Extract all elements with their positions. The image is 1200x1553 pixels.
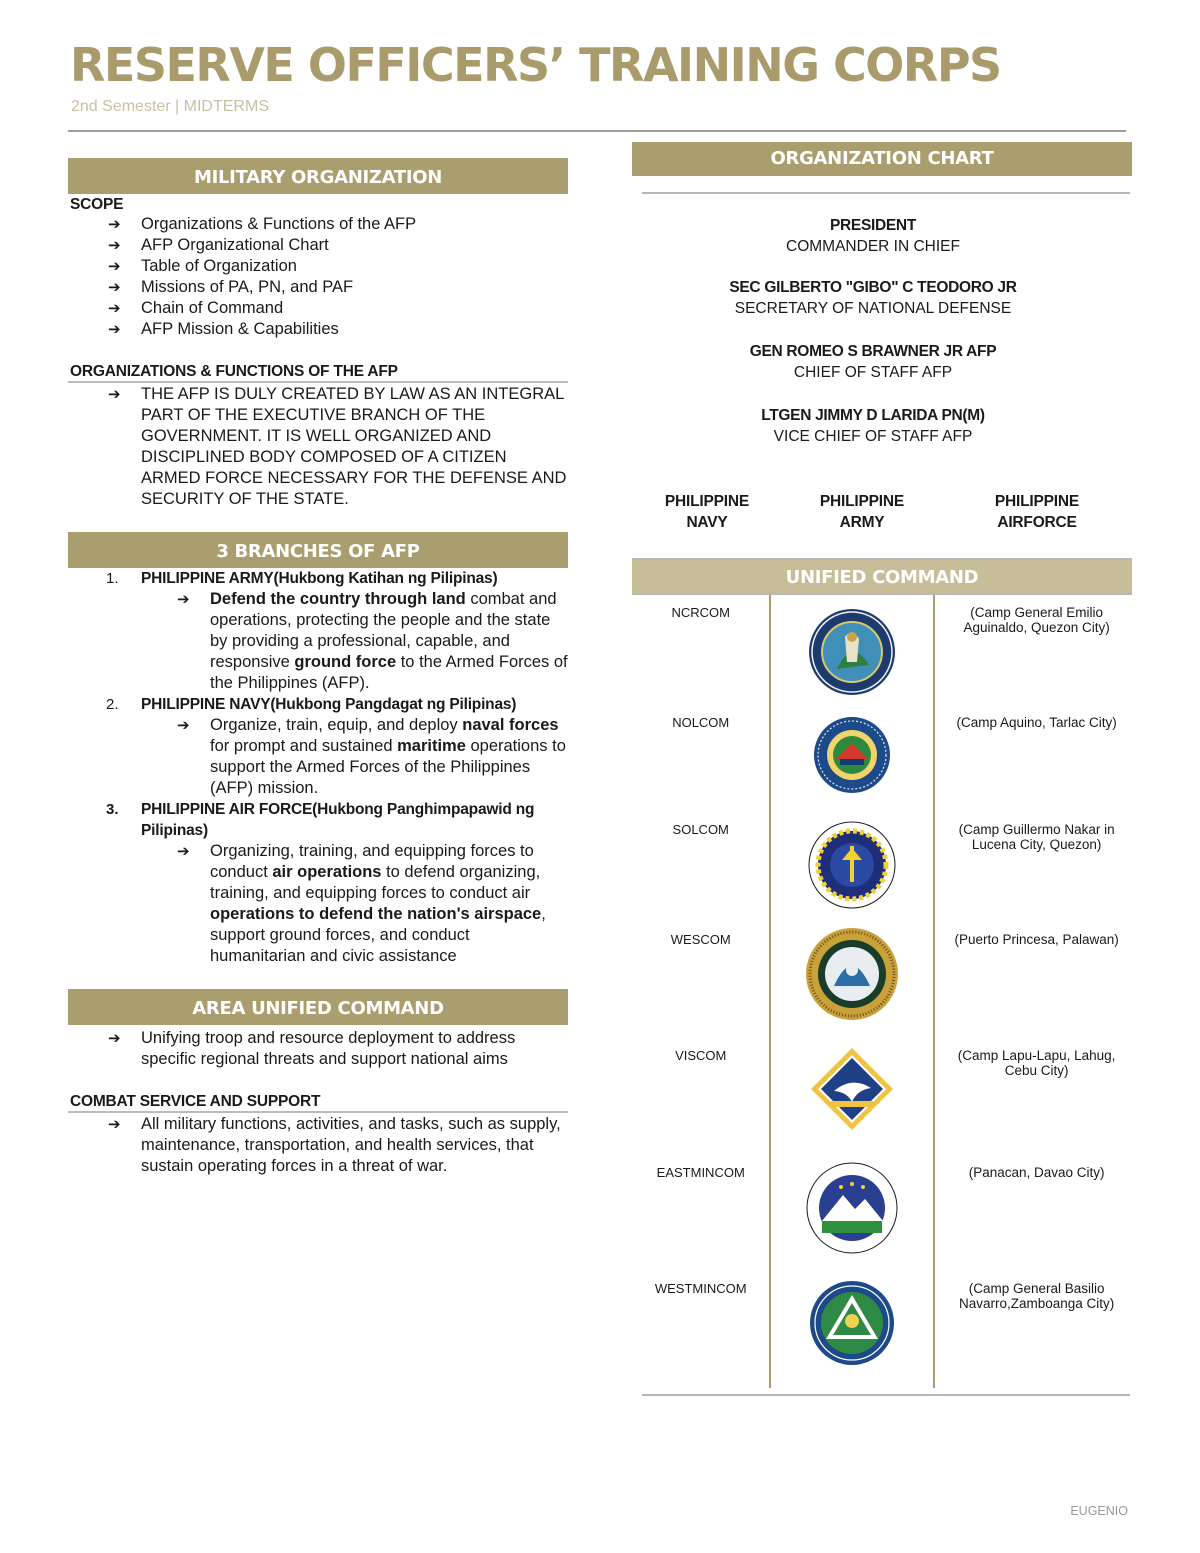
branch-navy: 2. PHILIPPINE NAVY(Hukbong Pangdagat ng Pilipinas) ➔ Organize, train, equip, and deploy naval forces for prompt and sustained maritime operations to support the Armed Forces of the Philippines (AFP) mission. — [68, 694, 568, 799]
table-row — [632, 1271, 1132, 1388]
table-row — [632, 595, 1132, 705]
command-code: VISCOM — [675, 1048, 727, 1063]
branch-army-mission: ➔ Defend the country through land combat and operations, protecting the people and the state by providing a professional, capable, and responsive ground force to the Armed Forces of the Philippines (AFP). — [177, 590, 568, 692]
org-functions-heading: ORGANIZATIONS & FUNCTIONS OF THE AFP — [68, 362, 568, 383]
command-code: SOLCOM — [672, 822, 729, 837]
branches-band: 3 BRANCHES OF AFP — [68, 532, 568, 568]
command-location: (Camp General Emilio Aguinaldo, Quezon City) — [963, 605, 1110, 635]
scope-list — [68, 214, 568, 340]
table-row — [632, 812, 1132, 922]
org-chart-divider — [642, 192, 1130, 194]
arrow-icon: ➔ — [177, 717, 190, 734]
eastmincom-seal-icon — [805, 1161, 899, 1255]
westmincom-seal-icon — [808, 1279, 896, 1367]
list-item: ➔ AFP Mission & Capabilities — [108, 320, 339, 338]
command-code: NCRCOM — [671, 605, 730, 620]
arrow-icon: ➔ — [108, 1116, 121, 1133]
scope-heading: SCOPE — [70, 196, 124, 213]
branch-navy-name: PHILIPPINE NAVY(Hukbong Pangdagat ng Pilipinas) — [141, 696, 517, 713]
command-location: (Camp General Basilio Navarro,Zamboanga City) — [958, 1281, 1115, 1311]
table-row — [632, 1155, 1132, 1271]
combat-support-list — [68, 1114, 568, 1177]
command-code: WESCOM — [670, 932, 731, 947]
arrow-icon: ➔ — [108, 237, 121, 254]
arrow-icon: ➔ — [108, 279, 121, 296]
table-row — [632, 705, 1132, 812]
wescom-seal-icon — [804, 926, 900, 1022]
list-item: ➔ AFP Organizational Chart — [108, 236, 329, 254]
command-location: (Camp Lapu-Lapu, Lahug, Cebu City) — [957, 1048, 1116, 1078]
chain-secretary: SEC GILBERTO "GIBO" C TEODORO JR SECRETARY OF NATIONAL DEFENSE — [729, 279, 1017, 317]
list-item: ➔ THE AFP IS DULY CREATED BY LAW AS AN INTEGRAL PART OF THE EXECUTIVE BRANCH OF THE GOVERNMENT. IT IS WELL ORGANIZED AND DISCIPLINED BODY COMPOSED OF A CITIZEN ARMED FORCE NECESSARY FOR THE DEFENSE AND SECURITY OF THE STATE. — [108, 385, 567, 508]
branch-airforce: 3. PHILIPPINE AIR FORCE(Hukbong Panghimpapawid ng Pilipinas) ➔ Organizing, training, and equipping forces to conduct air operations to defend organizing, training, and equipping forces to conduct air operations to defend the nation's airspace, support ground forces, and conduct humanitarian and civic assistance — [68, 799, 568, 967]
branch-navy-mission: ➔ Organize, train, equip, and deploy naval forces for prompt and sustained maritime operations to support the Armed Forces of the Philippines (AFP) mission. — [177, 716, 566, 797]
arrow-icon: ➔ — [108, 1030, 121, 1047]
command-code: WESTMINCOM — [654, 1281, 747, 1296]
nolcom-seal-icon — [812, 715, 892, 795]
list-item: ➔ All military functions, activities, and tasks, such as supply, maintenance, transportation, and health services, that sustain operating forces in a threat of war. — [108, 1115, 561, 1175]
page-subtitle: 2nd Semester | MIDTERMS — [71, 98, 269, 115]
organization-chart-band: ORGANIZATION CHART — [632, 142, 1132, 176]
chain-president: PRESIDENT COMMANDER IN CHIEF — [786, 217, 960, 255]
branch-army-name: PHILIPPINE ARMY(Hukbong Katihan ng Pilipinas) — [141, 570, 498, 587]
arrow-icon: ➔ — [177, 591, 190, 608]
ncrcom-seal-icon — [807, 607, 897, 697]
command-location: (Panacan, Davao City) — [968, 1165, 1105, 1180]
right-column — [632, 142, 1132, 1396]
list-item: ➔ Chain of Command — [108, 299, 284, 317]
arrow-icon: ➔ — [108, 216, 121, 233]
left-column — [68, 158, 568, 1177]
unified-command-table — [632, 595, 1132, 1388]
viscom-seal-icon — [809, 1046, 895, 1132]
branch-airforce-mission: ➔ Organizing, training, and equipping forces to conduct air operations to defend organizing, training, and equipping forces to conduct air operations to defend the nation's airspace, support ground forces, and conduct humanitarian and civic assistance — [177, 842, 546, 965]
command-location: (Camp Guillermo Nakar in Lucena City, Quezon) — [958, 822, 1115, 852]
unified-command-bottom-divider — [642, 1394, 1130, 1396]
arrow-icon: ➔ — [177, 843, 190, 860]
header-divider — [68, 130, 1126, 132]
arrow-icon: ➔ — [108, 321, 121, 338]
chain-vice-chief: LTGEN JIMMY D LARIDA PN(M) VICE CHIEF OF STAFF AFP — [761, 407, 985, 445]
combat-support-heading: COMBAT SERVICE AND SUPPORT — [68, 1092, 568, 1113]
unified-command-band: UNIFIED COMMAND — [632, 558, 1132, 595]
branches-row — [632, 491, 1132, 533]
branches-list — [68, 568, 568, 967]
list-item: ➔ Table of Organization — [108, 257, 297, 275]
area-unified-list — [68, 1028, 568, 1070]
branch-airforce-label: PHILIPPINE AIRFORCE — [994, 493, 1080, 531]
military-organization-band: MILITARY ORGANIZATION — [68, 158, 568, 194]
branch-airforce-name: PHILIPPINE AIR FORCE(Hukbong Panghimpapawid ng Pilipinas) — [141, 801, 535, 839]
chain-of-command — [632, 216, 1114, 447]
list-item: ➔ Organizations & Functions of the AFP — [108, 215, 417, 233]
arrow-icon: ➔ — [108, 386, 121, 403]
solcom-seal-icon — [807, 820, 897, 910]
list-item: ➔ Unifying troop and resource deployment to address specific regional threats and support national aims — [108, 1029, 516, 1068]
command-code: EASTMINCOM — [656, 1165, 745, 1180]
page-title: RESERVE OFFICERS’ TRAINING CORPS — [70, 38, 1001, 92]
table-row — [632, 1038, 1132, 1155]
table-row — [632, 922, 1132, 1038]
area-unified-band: AREA UNIFIED COMMAND — [68, 989, 568, 1025]
branch-navy-label: PHILIPPINE NAVY — [664, 493, 750, 531]
list-item: ➔ Missions of PA, PN, and PAF — [108, 278, 354, 296]
command-code: NOLCOM — [672, 715, 730, 730]
org-functions-list — [68, 384, 568, 510]
command-location: (Camp Aquino, Tarlac City) — [956, 715, 1117, 730]
command-location: (Puerto Princesa, Palawan) — [954, 932, 1119, 947]
branch-army: 1. PHILIPPINE ARMY(Hukbong Katihan ng Pilipinas) ➔ Defend the country through land combat and operations, protecting the people and the state by providing a professional, capable, and responsive ground force to the Armed Forces of the Philippines (AFP). — [106, 570, 568, 692]
chain-chief-of-staff: GEN ROMEO S BRAWNER JR AFP CHIEF OF STAFF AFP — [749, 343, 997, 381]
arrow-icon: ➔ — [108, 300, 121, 317]
footer-author: EUGENIO — [1070, 1504, 1128, 1518]
branch-army-label: PHILIPPINE ARMY — [819, 493, 905, 531]
arrow-icon: ➔ — [108, 258, 121, 275]
